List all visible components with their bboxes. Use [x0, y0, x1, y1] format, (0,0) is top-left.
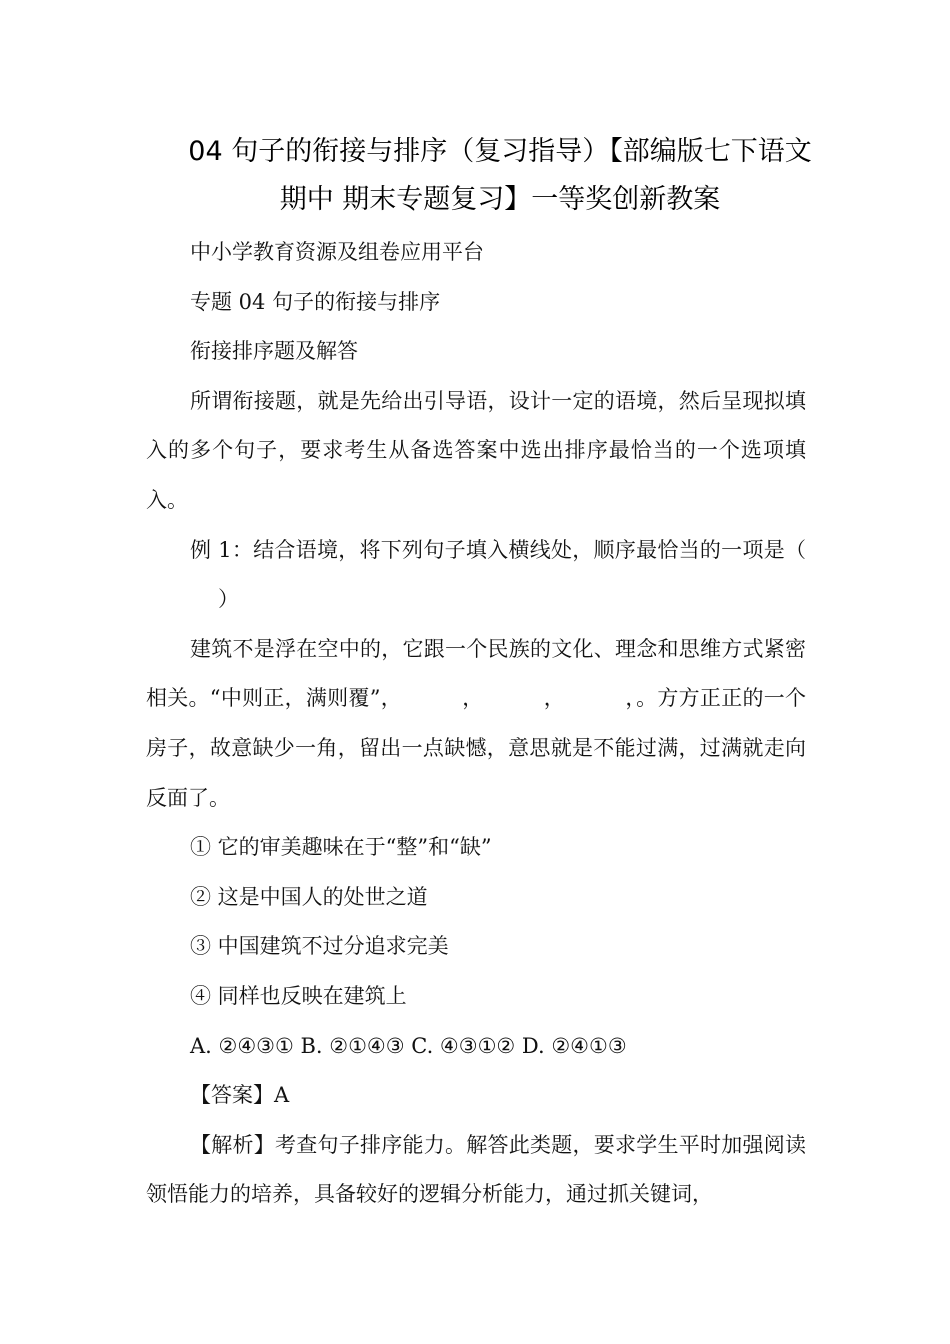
topic-heading: 专题 04 句子的衔接与排序 — [190, 289, 441, 314]
option-4: ④ 同样也反映在建筑上 — [190, 983, 407, 1008]
passage-text-a: 建筑不是浮在空中的，它跟一个民族的文化、理念和思维方式紧密相关。“中则正，满则覆”， — [146, 636, 806, 711]
document-body — [146, 228, 806, 1220]
option-2: ② 这是中国人的处世之道 — [190, 884, 428, 909]
option-1: ① 它的审美趣味在于“整”和“缺” — [190, 835, 492, 860]
analysis-paragraph: 【解析】考查句子排序能力。解答此类题，要求学生平时加强阅读领悟能力的培养，具备较好的逻辑分析能力，通过抓关键词， — [146, 1132, 806, 1207]
answer-line: 【答案】A — [190, 1083, 290, 1108]
blank-comma-1: ， — [461, 686, 484, 711]
platform-name: 中小学教育资源及组卷应用平台 — [190, 240, 484, 264]
passage-paragraph — [146, 625, 806, 823]
blank-comma-2: ， — [543, 686, 566, 711]
answer-choices: A. ②④③① B. ②①④③ C. ④③①② D. ②④①③ — [190, 1033, 627, 1058]
example-question-text: 例 1：结合语境，将下列句子填入横线处，顺序最恰当的一项是（ — [190, 537, 806, 562]
option-3: ③ 中国建筑不过分追求完美 — [190, 934, 449, 959]
section-subtitle: 衔接排序题及解答 — [190, 339, 358, 364]
title-line-2: 期中 期末专题复习】一等奖创新教案 — [279, 184, 721, 215]
passage-text-b: 。方方正正的一个房子，故意缺少一角，留出一点缺憾，意思就是不能过满，过满就走向反面了。 — [146, 686, 807, 810]
example-question-close: ） — [218, 587, 239, 612]
document-title — [150, 128, 850, 224]
intro-paragraph: 所谓衔接题，就是先给出引导语，设计一定的语境，然后呈现拟填入的多个句子，要求考生从备选答案中选出排序最恰当的一个选项填入。 — [146, 388, 806, 512]
title-line-1: 04 句子的衔接与排序（复习指导）【部编版七下语文 — [188, 136, 812, 167]
blank-comma-3: ， — [625, 686, 637, 711]
example-question — [146, 526, 806, 625]
